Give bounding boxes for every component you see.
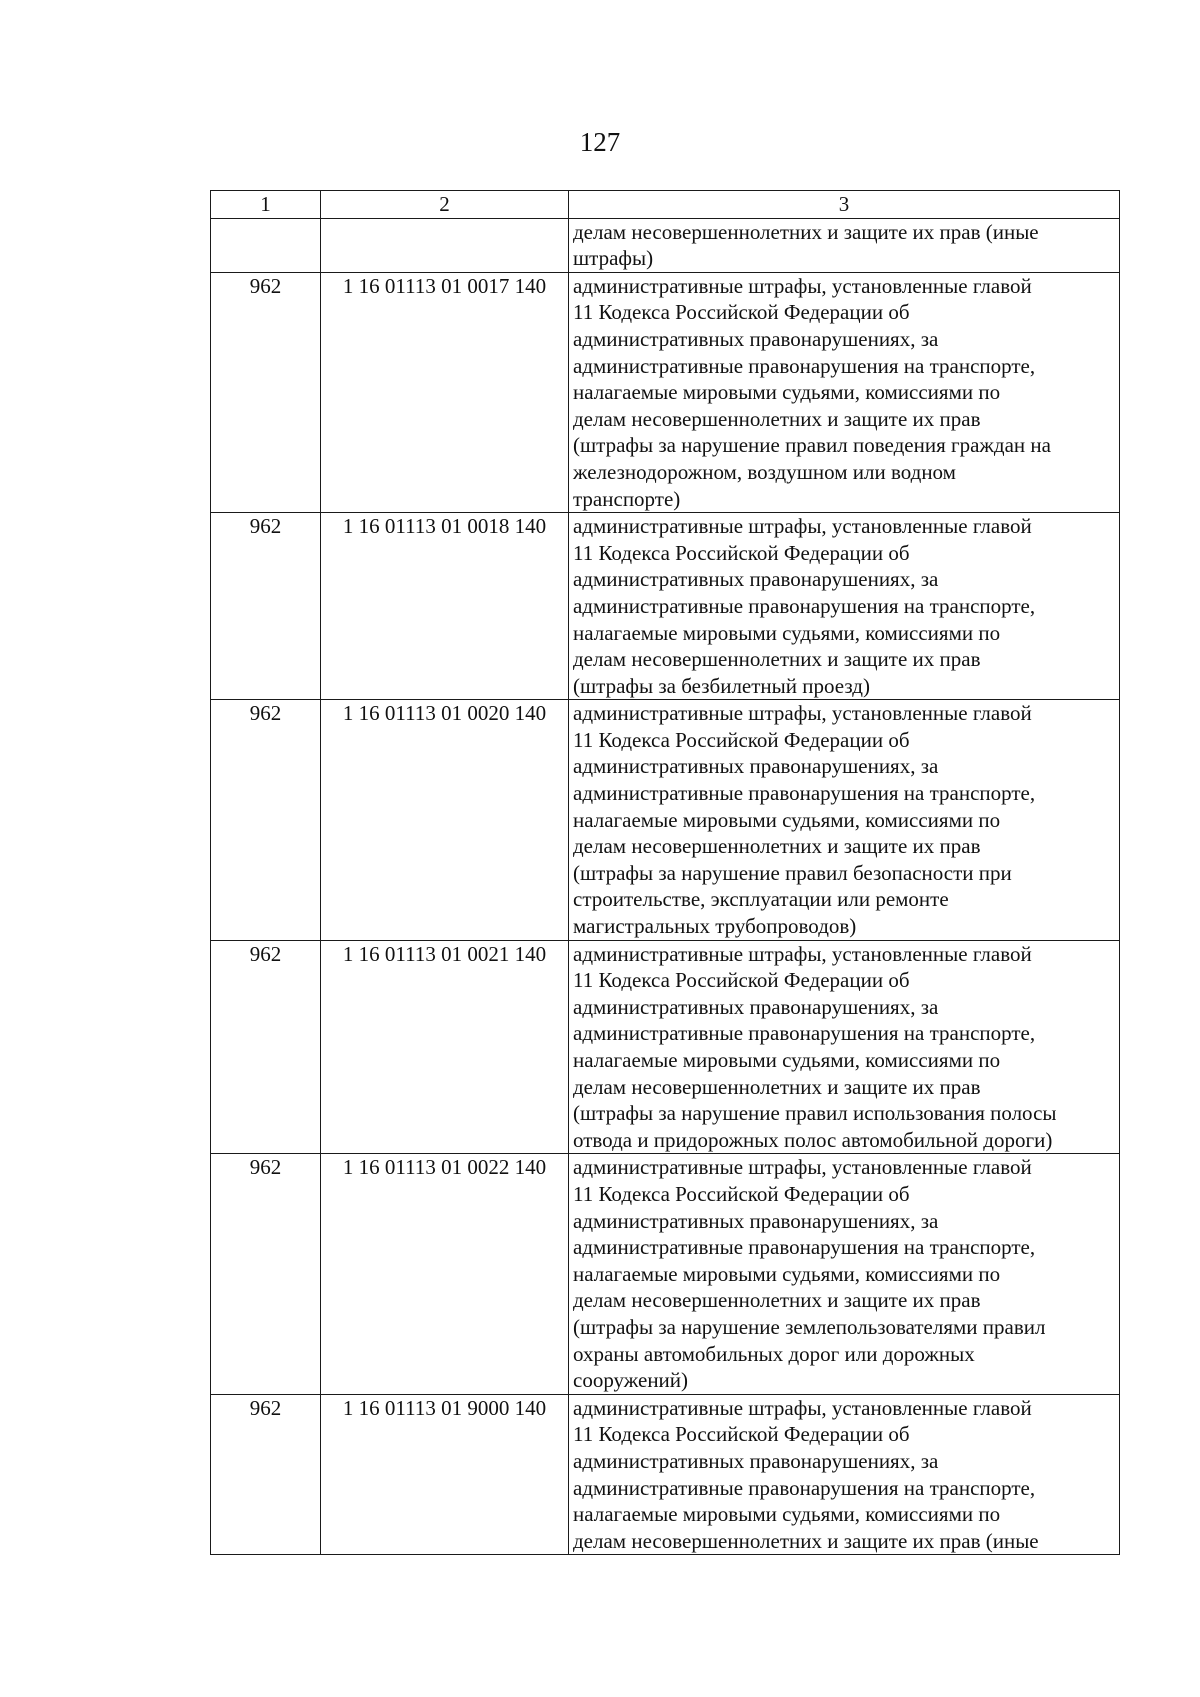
description-cell — [569, 272, 1120, 512]
table-row — [211, 1394, 1120, 1555]
description-line: 11 Кодекса Российской Федерации об — [573, 1422, 910, 1447]
table-row — [211, 700, 1120, 940]
description-line: административные штрафы, установленные главой — [573, 1155, 1032, 1180]
table-row — [211, 1154, 1120, 1394]
description-line: железнодорожном, воздушном или водном — [573, 459, 956, 484]
table-row — [211, 940, 1120, 1154]
revenue-codes-table — [210, 190, 1120, 1555]
description-line: административные правонарушения на транспорте, — [573, 593, 1036, 618]
description-line: административные правонарушения на транспорте, — [573, 781, 1036, 806]
budget-code-cell — [321, 218, 569, 272]
table-row — [211, 218, 1120, 272]
admin-code-cell: 962 — [211, 940, 321, 1154]
description-line: строительстве, эксплуатации или ремонте — [573, 887, 949, 912]
description-line: 11 Кодекса Российской Федерации об — [573, 540, 910, 565]
description-line: налагаемые мировыми судьями, комиссиями по — [573, 620, 1001, 645]
admin-code-cell: 962 — [211, 700, 321, 940]
description-cell — [569, 1394, 1120, 1555]
description-line: административные правонарушения на транспорте, — [573, 1475, 1036, 1500]
admin-code-cell — [211, 218, 321, 272]
description-line: 11 Кодекса Российской Федерации об — [573, 727, 910, 752]
description-line: отвода и придорожных полос автомобильной дороги) — [573, 1127, 1053, 1152]
budget-code-cell: 1 16 01113 01 0021 140 — [321, 940, 569, 1154]
description-cell — [569, 940, 1120, 1154]
description-line: (штрафы за нарушение землепользователями правил — [573, 1314, 1046, 1339]
description-line: административные правонарушения на транспорте, — [573, 1235, 1036, 1260]
description-cell — [569, 218, 1120, 272]
description-line: административных правонарушениях, за — [573, 326, 939, 351]
budget-code-cell: 1 16 01113 01 0022 140 — [321, 1154, 569, 1394]
description-line: делам несовершеннолетних и защите их прав (иные — [573, 1528, 1039, 1553]
table-header-row — [211, 191, 1120, 219]
table-row — [211, 513, 1120, 700]
admin-code-cell: 962 — [211, 513, 321, 700]
budget-code-cell: 1 16 01113 01 0017 140 — [321, 272, 569, 512]
description-line: налагаемые мировыми судьями, комиссиями по — [573, 1261, 1001, 1286]
description-cell — [569, 700, 1120, 940]
description-line: административные штрафы, установленные главой — [573, 701, 1032, 726]
description-line: налагаемые мировыми судьями, комиссиями по — [573, 807, 1001, 832]
admin-code-cell: 962 — [211, 272, 321, 512]
table-row — [211, 272, 1120, 512]
header-cell-col-1: 1 — [211, 191, 321, 219]
description-line: административные штрафы, установленные главой — [573, 1395, 1032, 1420]
description-line: (штрафы за нарушение правил поведения граждан на — [573, 433, 1051, 458]
description-cell — [569, 513, 1120, 700]
description-line: 11 Кодекса Российской Федерации об — [573, 300, 910, 325]
page-number: 127 — [579, 127, 621, 157]
admin-code-cell: 962 — [211, 1154, 321, 1394]
description-line: административные штрафы, установленные главой — [573, 941, 1032, 966]
description-line: (штрафы за нарушение правил безопасности при — [573, 860, 1012, 885]
description-line: налагаемые мировыми судьями, комиссиями по — [573, 1048, 1001, 1072]
description-line: делам несовершеннолетних и защите их прав — [573, 1074, 981, 1099]
description-line: административные правонарушения на транспорте, — [573, 1021, 1036, 1046]
description-line: административные правонарушения на транспорте, — [573, 353, 1036, 378]
description-line: административных правонарушениях, за — [573, 1448, 939, 1473]
description-cell — [569, 1154, 1120, 1394]
description-line: делам несовершеннолетних и защите их прав (иные — [573, 219, 1039, 244]
description-line: административных правонарушениях, за — [573, 754, 939, 779]
budget-code-cell: 1 16 01113 01 0018 140 — [321, 513, 569, 700]
description-line: (штрафы за нарушение правил использования полосы — [573, 1101, 1057, 1126]
description-line: административных правонарушениях, за — [573, 1208, 939, 1233]
description-line: административных правонарушениях, за — [573, 567, 939, 592]
description-line: сооружений) — [573, 1368, 689, 1393]
description-line: штрафы) — [573, 246, 654, 271]
header-cell-col-2: 2 — [321, 191, 569, 219]
description-line: (штрафы за безбилетный проезд) — [573, 673, 870, 698]
description-line: делам несовершеннолетних и защите их прав — [573, 647, 981, 672]
description-line: транспорте) — [573, 486, 681, 511]
header-cell-col-3: 3 — [569, 191, 1120, 219]
description-line: делам несовершеннолетних и защите их прав — [573, 406, 981, 431]
budget-code-cell: 1 16 01113 01 0020 140 — [321, 700, 569, 940]
description-line: 11 Кодекса Российской Федерации об — [573, 1181, 910, 1206]
table-body — [211, 191, 1120, 1555]
description-line: охраны автомобильных дорог или дорожных — [573, 1341, 975, 1366]
description-line: административных правонарушениях, за — [573, 994, 939, 1019]
description-line: делам несовершеннолетних и защите их прав — [573, 834, 981, 859]
admin-code-cell: 962 — [211, 1394, 321, 1555]
description-line: административные штрафы, установленные главой — [573, 273, 1032, 298]
description-line: административные штрафы, установленные главой — [573, 514, 1032, 539]
description-line: 11 Кодекса Российской Федерации об — [573, 968, 910, 993]
description-line: налагаемые мировыми судьями, комиссиями по — [573, 380, 1001, 405]
budget-code-cell: 1 16 01113 01 9000 140 — [321, 1394, 569, 1555]
description-line: делам несовершеннолетних и защите их прав — [573, 1288, 981, 1313]
description-line: налагаемые мировыми судьями, комиссиями по — [573, 1502, 1001, 1527]
description-line: магистральных трубопроводов) — [573, 914, 857, 939]
